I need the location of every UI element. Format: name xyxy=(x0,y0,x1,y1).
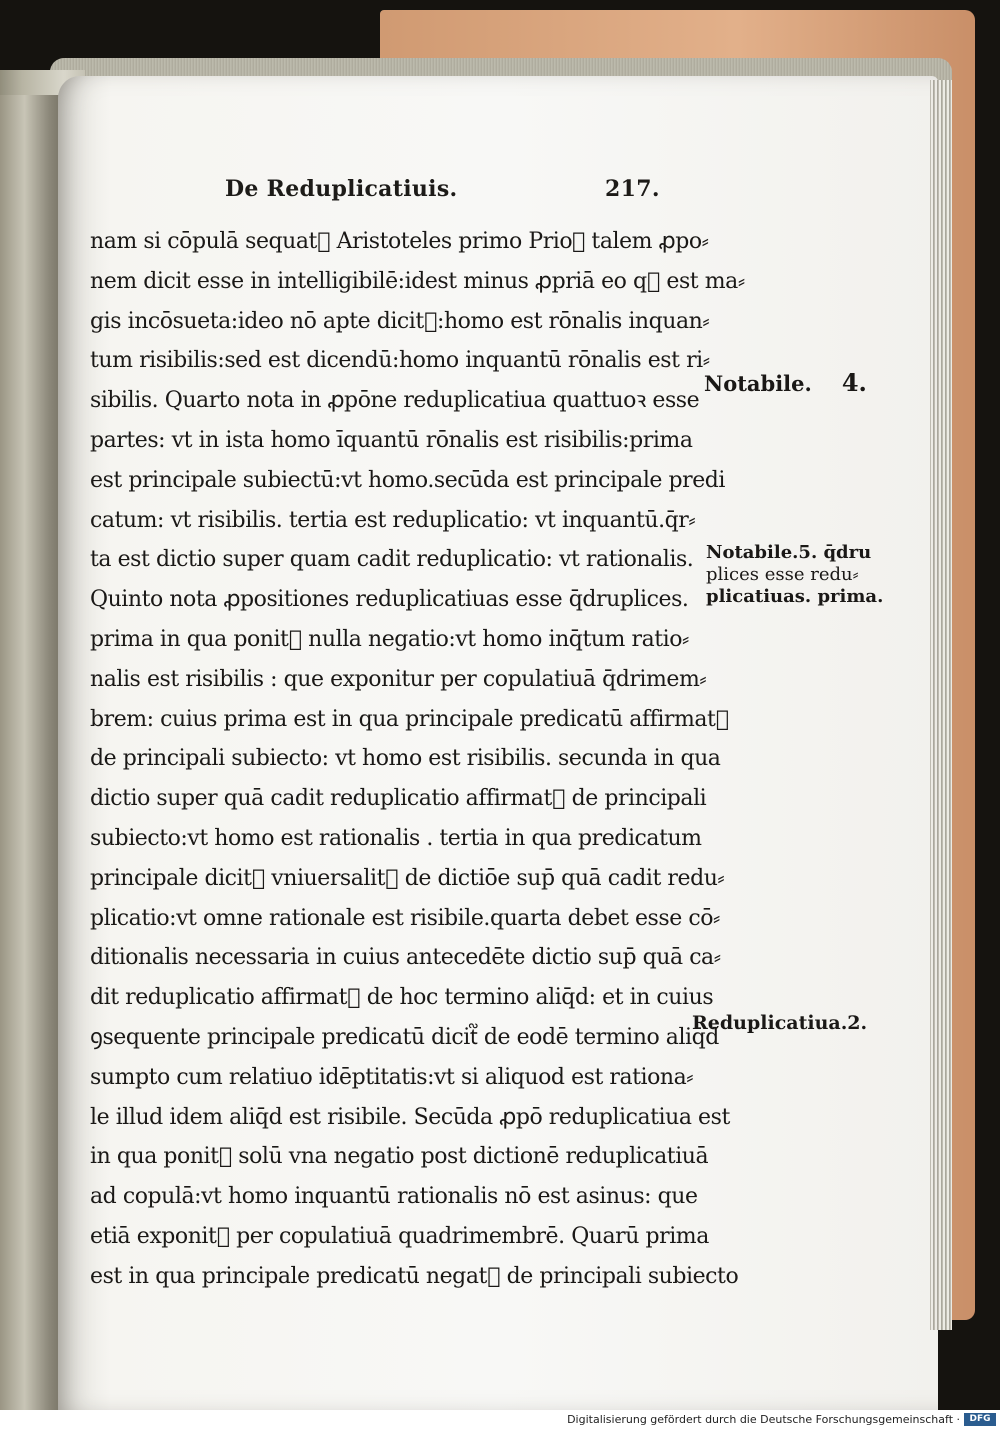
main-text-block xyxy=(90,222,745,1297)
margin-note-line: plices esse redu⸗ xyxy=(706,564,859,585)
text-line: brem: cuius prima est in qua principale predicatū affirmat᷑ xyxy=(90,706,729,732)
text-line: de principali subiecto: vt homo est risibilis. secunda in qua xyxy=(90,746,721,772)
footer-bar xyxy=(0,1410,1000,1429)
margin-note-notabile-4 xyxy=(704,368,867,397)
margin-note-line: plicatiuas. prima. xyxy=(706,586,884,607)
margin-note-notabile-5 xyxy=(706,542,883,608)
text-line: catum: vt risibilis. tertia est reduplicatio: vt inquantū.q̄r⸗ xyxy=(90,507,696,533)
text-line: in qua ponit᷑ solū vna negatio post dictionē reduplicatiuā xyxy=(90,1144,709,1170)
text-line: dictio super quā cadit reduplicatio affirmat᷑ de principali xyxy=(90,786,707,812)
footer-credit: Digitalisierung gefördert durch die Deutsche Forschungsgemeinschaft · xyxy=(567,1413,960,1426)
text-line: tum risibilis:sed est dicendū:homo inquantū rōnalis est ri⸗ xyxy=(90,348,710,374)
text-line: nem dicit esse in intelligibilē:idest minus ꝓpriā eo q᷑ est ma⸗ xyxy=(90,268,745,294)
text-line: nam si cōpulā sequat᷑ Aristoteles primo Prioꝝ talem ꝓpo⸗ xyxy=(90,229,709,254)
text-line: est in qua principale predicatū negat᷑ de principali subiecto xyxy=(90,1263,739,1289)
text-line: principale dicit᷑ vniuersalit᷑ de dictiōe sup̄ quā cadit redu⸗ xyxy=(90,865,725,891)
text-line: prima in qua ponit᷑ nulla negatio:vt homo inq̄tum ratio⸗ xyxy=(90,626,689,652)
margin-note-label: Notabile. xyxy=(704,371,812,396)
text-line: ta est dictio super quam cadit reduplicatio: vt rationalis. xyxy=(90,547,694,573)
text-line: le illud idem aliq̄d est risibile. Secūda ꝓpō reduplicatiua est xyxy=(90,1104,730,1130)
text-line: sibilis. Quarto nota in ꝓpōne reduplicatiua quattuoꝛ esse xyxy=(90,388,700,414)
text-line: etiā exponit᷑ per copulatiuā quadrimembrē. Quarū prima xyxy=(90,1223,709,1249)
text-line: plicatio:vt omne rationale est risibile.quarta debet esse cō⸗ xyxy=(90,905,720,931)
text-line: dit reduplicatio affirmat᷑ de hoc termino aliq̄d: et in cuius xyxy=(90,985,714,1011)
text-line: subiecto:vt homo est rationalis . tertia in qua predicatum xyxy=(90,825,702,851)
running-title: De Reduplicatiuis. xyxy=(225,176,458,202)
margin-note-line: Notabile.5. q̄dru xyxy=(706,542,872,563)
text-line: ꝯsequente principale predicatū dicit᷑ de eodē termino aliq̄d xyxy=(90,1024,719,1050)
text-line: partes: vt in ista homo īquantū rōnalis est risibilis:prima xyxy=(90,427,693,453)
text-line: nalis est risibilis : que exponitur per copulatiuā q̄drimem⸗ xyxy=(90,666,707,692)
text-line: gis incōsueta:ideo nō apte dicit᷑:homo est rōnalis inquan⸗ xyxy=(90,308,710,334)
text-line: ad copulā:vt homo inquantū rationalis nō est asinus: que xyxy=(90,1184,698,1210)
margin-note-number: 4. xyxy=(841,368,867,397)
page-fore-edge xyxy=(930,80,952,1330)
text-line: Quinto nota ꝓpositiones reduplicatiuas esse q̄druplices. xyxy=(90,587,689,613)
folio-number: 217. xyxy=(605,176,660,202)
dfg-logo-badge: DFG xyxy=(964,1413,996,1426)
text-line: ditionalis necessaria in cuius antecedēte dictio sup̄ quā ca⸗ xyxy=(90,945,721,971)
margin-note-reduplicatiua-2: Reduplicatiua.2. xyxy=(692,1012,868,1034)
text-line: sumpto cum relatiuo idēptitatis:vt si aliquod est rationa⸗ xyxy=(90,1064,694,1090)
text-line: est principale subiectū:vt homo.secūda est principale predi xyxy=(90,467,726,493)
